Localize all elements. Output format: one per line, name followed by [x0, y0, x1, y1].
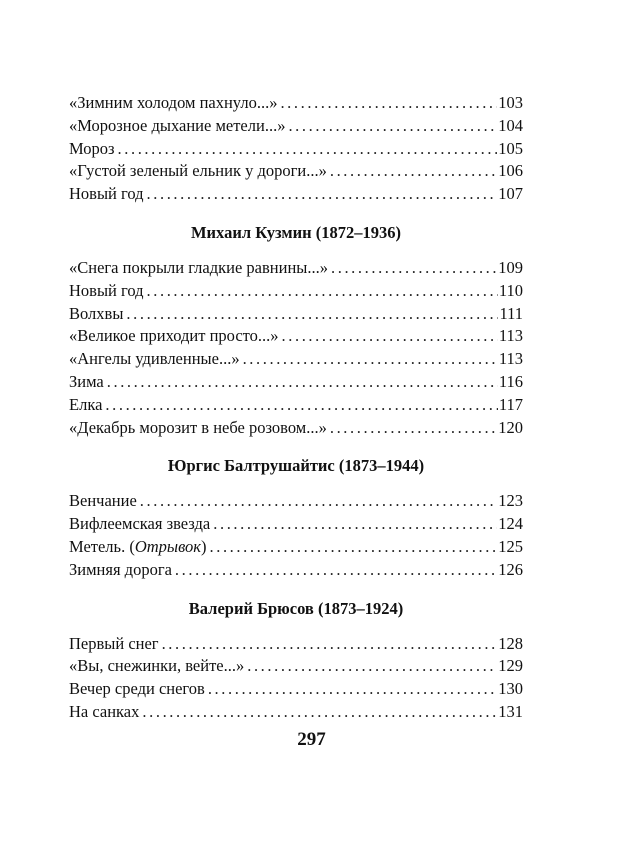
toc-entry	[69, 160, 523, 183]
entry-title: Вечер среди снегов	[69, 679, 205, 699]
toc-entry	[69, 394, 523, 417]
toc-entry	[69, 115, 523, 138]
entry-page-number: 105	[498, 138, 523, 158]
entry-page-number: 107	[498, 184, 523, 204]
toc-entry	[69, 303, 523, 326]
toc-entry	[69, 325, 523, 348]
dot-leader	[126, 303, 498, 326]
toc-entry	[69, 417, 523, 440]
dot-leader	[330, 160, 497, 183]
entry-title: «Густой зеленый ельник у дороги...»	[69, 161, 327, 181]
dot-leader	[175, 559, 497, 582]
entry-page-number: 125	[498, 536, 523, 556]
entry-title: Мороз	[69, 138, 115, 158]
entry-page-number: 104	[498, 115, 523, 135]
dot-leader	[140, 490, 497, 513]
dot-leader	[247, 655, 497, 678]
author-heading: Юргис Балтрушайтис (1873–1944)	[167, 456, 425, 476]
entry-page-number: 113	[498, 326, 523, 346]
dot-leader	[243, 348, 498, 371]
toc-section	[69, 222, 523, 439]
entry-page-number: 116	[498, 371, 523, 391]
entry-title: «Снега покрыли гладкие равнины...»	[69, 257, 328, 277]
dot-leader	[118, 138, 498, 161]
toc-entry	[69, 348, 523, 371]
entry-page-number: 130	[498, 679, 523, 699]
entry-title	[69, 536, 207, 559]
entry-title: «Великое приходит просто...»	[69, 326, 279, 346]
entry-page-number: 117	[498, 394, 523, 414]
entry-title: Новый год	[69, 280, 144, 300]
toc-section	[69, 598, 523, 724]
entry-page-number: 103	[498, 93, 523, 112]
dot-leader	[331, 257, 497, 280]
dot-leader	[208, 678, 497, 701]
entry-page-number: 126	[498, 559, 523, 579]
entry-page-number: 111	[499, 303, 523, 323]
entry-page-number: 131	[498, 701, 523, 721]
dot-leader	[147, 183, 498, 206]
dot-leader	[107, 371, 498, 394]
dot-leader	[330, 417, 497, 440]
dot-leader	[162, 633, 498, 656]
entry-title: Новый год	[69, 184, 144, 204]
author-heading: Михаил Кузмин (1872–1936)	[190, 222, 402, 242]
dot-leader	[210, 536, 498, 559]
table-of-contents	[69, 92, 523, 724]
entry-title: Первый снег	[69, 633, 159, 653]
toc-entry	[69, 280, 523, 303]
dot-leader	[142, 701, 497, 724]
dot-leader	[213, 513, 497, 536]
entry-page-number: 113	[498, 349, 523, 369]
author-heading: Валерий Брюсов (1873–1924)	[188, 598, 404, 618]
entry-title: «Морозное дыхание метели...»	[69, 115, 286, 135]
toc-entry	[69, 559, 523, 582]
dot-leader	[105, 394, 497, 417]
entry-title: «Декабрь морозит в небе розовом...»	[69, 417, 327, 437]
entry-title: Волхвы	[69, 303, 124, 323]
toc-entry	[69, 371, 523, 394]
entry-title-text: Метель. (	[69, 536, 135, 556]
entry-page-number: 129	[498, 656, 523, 676]
toc-entry	[69, 138, 523, 161]
entry-page-number: 124	[498, 514, 523, 534]
dot-leader	[288, 115, 497, 138]
entry-title: Зимняя дорога	[69, 559, 172, 579]
entry-title: Зима	[69, 371, 104, 391]
toc-section	[69, 455, 523, 581]
entry-title: «Ангелы удивленные...»	[69, 349, 240, 369]
dot-leader	[280, 92, 497, 115]
entry-title: «Вы, снежинки, вейте...»	[69, 656, 245, 676]
toc-entry	[69, 655, 523, 678]
entry-title: На санках	[69, 701, 140, 721]
toc-entry	[69, 536, 523, 559]
toc-entry	[69, 92, 523, 115]
dot-leader	[282, 325, 498, 348]
toc-entry	[69, 257, 523, 280]
entry-page-number: 109	[498, 257, 523, 277]
page-number: 297	[297, 729, 326, 750]
entry-page-number: 106	[498, 161, 523, 181]
entry-title: «Зимним холодом пахнуло...»	[69, 93, 278, 112]
toc-entry	[69, 633, 523, 656]
toc-entry	[69, 701, 523, 724]
toc-entry	[69, 513, 523, 536]
entry-title: Елка	[69, 394, 103, 414]
entry-page-number: 120	[498, 417, 523, 437]
entry-title: Венчание	[69, 491, 137, 511]
dot-leader	[147, 280, 498, 303]
toc-entry	[69, 678, 523, 701]
entry-page-number: 128	[498, 633, 523, 653]
entry-title-italic: Отрывок	[134, 536, 201, 556]
toc-section	[69, 92, 523, 206]
entry-page-number: 110	[498, 280, 523, 300]
entry-title: Вифлеемская звезда	[69, 514, 211, 534]
entry-title-closing: )	[201, 536, 207, 556]
toc-entry	[69, 183, 523, 206]
entry-page-number: 123	[498, 491, 523, 511]
toc-entry	[69, 490, 523, 513]
